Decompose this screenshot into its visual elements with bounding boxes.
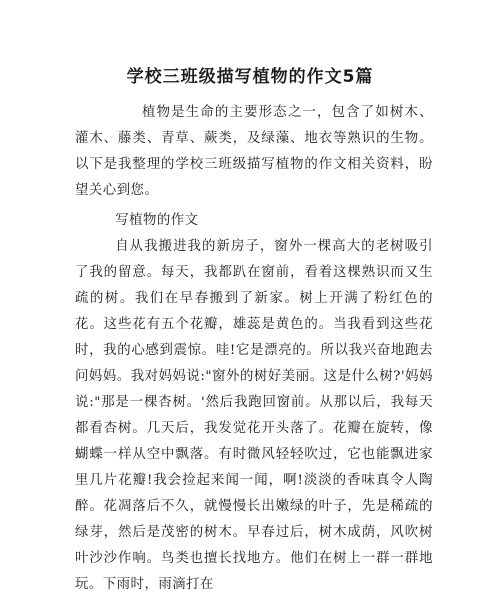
essay-paragraph: 自从我搬进我的新房子，窗外一棵高大的老树吸引了我的留意。每天，我都趴在窗前，看着这棵熟识而又生疏的树。我们在早春搬到了新家。树上开满了粉红色的花。这些花有五个花瓣，雄蕊是黄色的。当我看到这些花时，我的心感到震惊。哇!它是漂亮的。所以我兴奋地跑去问妈妈。我对妈妈说:"窗外的树好美丽。这是什么树?'妈妈说:"那是一棵杏树。'然后我跑回窗前。从那以后，我每天都看杏树。几天后，我发觉花开头落了。花瓣在旋转，像蝴蝶一样从空中飘落。有时微风轻轻吹过，它也能飘进家里几片花瓣!我会捡起来闻一闻，啊!淡淡的香味真令人陶醉。花凋落后不久，就慢慢长出嫩绿的叶子，先是稀疏的绿芽，然后是茂密的树木。早春过后，树木成荫，风吹树叶沙沙作响。鸟类也擅长找地方。他们在树上一群一群地玩。下雨时，雨滴打在 xyxy=(75,239,433,592)
intro-paragraph: 植物是生命的主要形态之一，包含了如树木、灌木、藤类、青草、蕨类，及绿藻、地衣等熟识的生物。以下是我整理的学校三班级描写植物的作文相关资料，盼望关心到您。 xyxy=(75,105,433,198)
document-body xyxy=(75,100,433,598)
document-title: 学校三班级描写植物的作文5篇 xyxy=(126,67,374,87)
section-heading: 写植物的作文 xyxy=(115,213,199,228)
